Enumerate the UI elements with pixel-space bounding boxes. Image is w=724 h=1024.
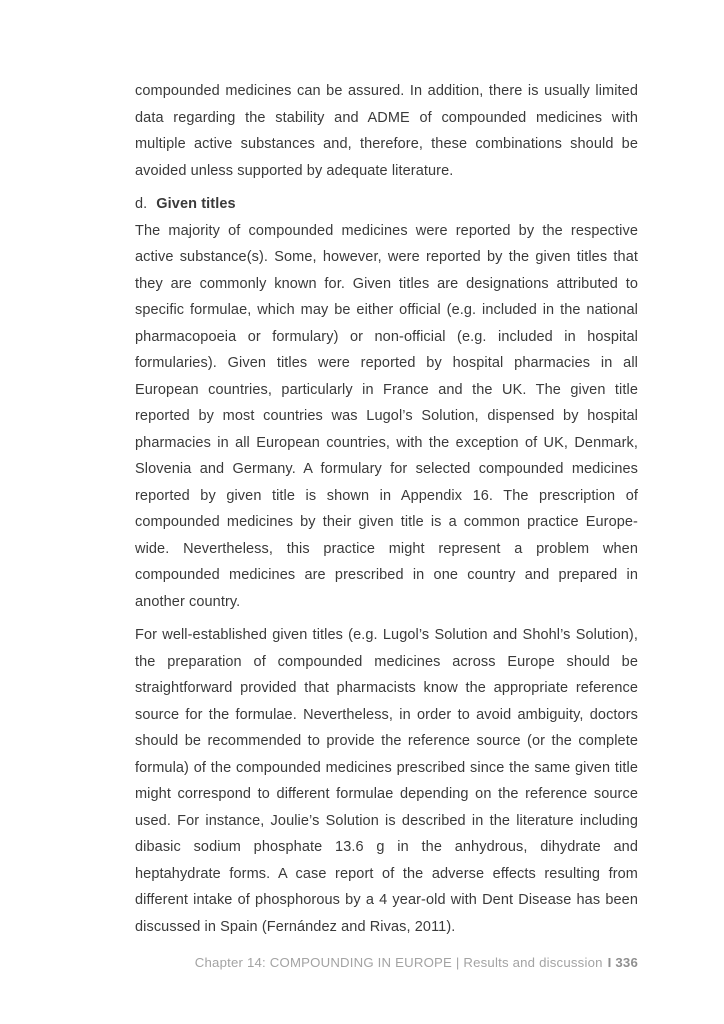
paragraph-well-established-titles: For well-established given titles (e.g. Lugol’s Solution and Shohl’s Solution), the preparation of compounded medicines across Europe should be straightforward provided that pharmacists know the appropriate reference source for the formulae. Nevertheless, in order to avoid ambiguity, doctors should be recommended to provide the reference source (or the complete formula) of the compounded medicines prescribed since the same given title might correspond to different formulae depending on the reference source used. For instance, Joulie’s Solution is described in the literature including dibasic sodium phosphate 13.6 g in the anhydrous, dihydrate and heptahydrate forms. A case report of the adverse effects resulting from different intake of phosphorous by a 4 year-old with Dent Disease has been discussed in Spain (Fernández and Rivas, 2011). [135,627,638,935]
paragraph-intro-continuation: compounded medicines can be assured. In addition, there is usually limited data regarding the stability and ADME of compounded medicines with multiple active substances and, therefore, these combinations should be avoided unless supported by adequate literature. [135,83,638,179]
section-title: Given titles [156,196,236,212]
footer-page-number: I 336 [607,955,638,970]
page-footer [135,954,638,972]
page-content [135,78,638,940]
section-letter: d. [135,196,148,212]
section-heading [135,191,638,218]
paragraph-given-titles: The majority of compounded medicines were reported by the respective active substance(s). Some, however, were reported by the given titles that they are commonly known for. Given titles are designations attributed to specific formulae, which may be either official (e.g. included in the national pharmacopoeia or formulary) or non-official (e.g. included in hospital formularies). Given titles were reported by hospital pharmacies in all European countries, particularly in France and the UK. The given title reported by most countries was Lugol’s Solution, dispensed by hospital pharmacies in all European countries, with the exception of UK, Denmark, Slovenia and Germany. A formulary for selected compounded medicines reported by given title is shown in Appendix 16. The prescription of compounded medicines by their given title is a common practice Europe-wide. Nevertheless, this practice might represent a problem when compounded medicines are prescribed in one country and prepared in another country. [135,222,638,610]
footer-chapter-label: Chapter 14: COMPOUNDING IN EUROPE | Results and discussion [194,955,603,970]
